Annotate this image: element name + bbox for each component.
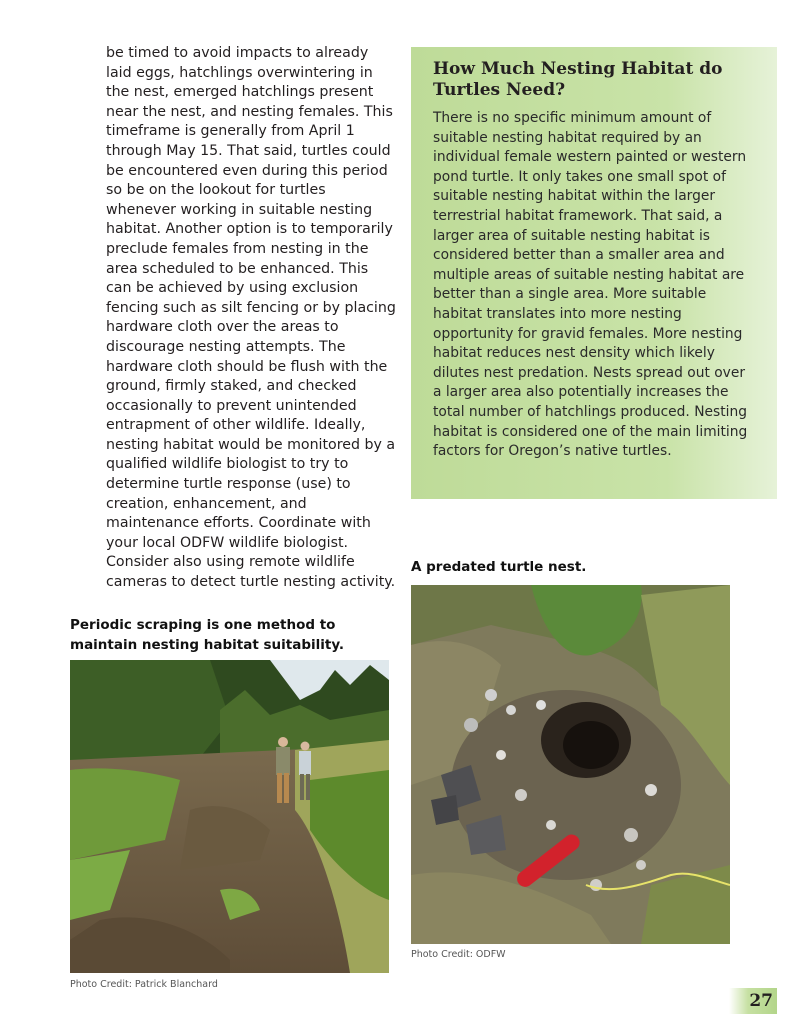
nest-photo-credit: Photo Credit: ODFW — [411, 949, 506, 960]
nest-photo — [411, 585, 730, 944]
nesting-habitat-sidebar — [411, 47, 777, 499]
sidebar-title: How Much Nesting Habitat do Turtles Need? — [433, 59, 723, 100]
nest-photo-caption: A predated turtle nest. — [411, 559, 587, 575]
scraping-photo — [70, 660, 389, 973]
sidebar-text: There is no specific minimum amount of suitable nesting habitat required by an individual female western painted or western pond turtle. It only takes one small spot of suitable nesting habitat within the larger terrestrial habitat framework. That said, a larger area of suitable nesting habitat is considered better than a smaller area and multiple areas of suitable nesting habitat are better than a single area. More suitable habitat translates into more nesting opportunity for gravid females. More nesting habitat reduces nest density which likely dilutes nest predation. Nests spread out over a larger area also potentially increases the total number of hatchlings produced. Nesting habitat is considered one of the main limiting factors for Oregon’s native turtles. — [433, 110, 748, 460]
scraping-photo-caption: Periodic scraping is one method to maintain nesting habitat suitability. — [70, 617, 345, 653]
body-text: be timed to avoid impacts to already laid eggs, hatchlings overwintering in the nest, emerged hatchlings present near the nest, and nesting females. This timeframe is generally from April 1 through May 15. That said, turtles could be encountered even during this period so be on the lookout for turtles whenever working in suitable nesting habitat. Another option is to temporarily preclude females from nesting in the area scheduled to be enhanced. This can be achieved by using exclusion fencing such as silt fencing or by placing hardware cloth over the areas to discourage nesting attempts. The hardware cloth should be flush with the ground, firmly staked, and checked occasionally to prevent unintended entrapment of other wildlife. Ideally, nesting habitat would be monitored by a qualified wildlife biologist to try to determine turtle response (use) to creation, enhancement, and maintenance efforts. Coordinate with your local ODFW wildlife biologist. Consider also using remote wildlife cameras to detect turtle nesting activity. — [106, 45, 396, 591]
scraping-photo-credit: Photo Credit: Patrick Blanchard — [70, 979, 218, 990]
page-number: 27 — [729, 988, 777, 1014]
